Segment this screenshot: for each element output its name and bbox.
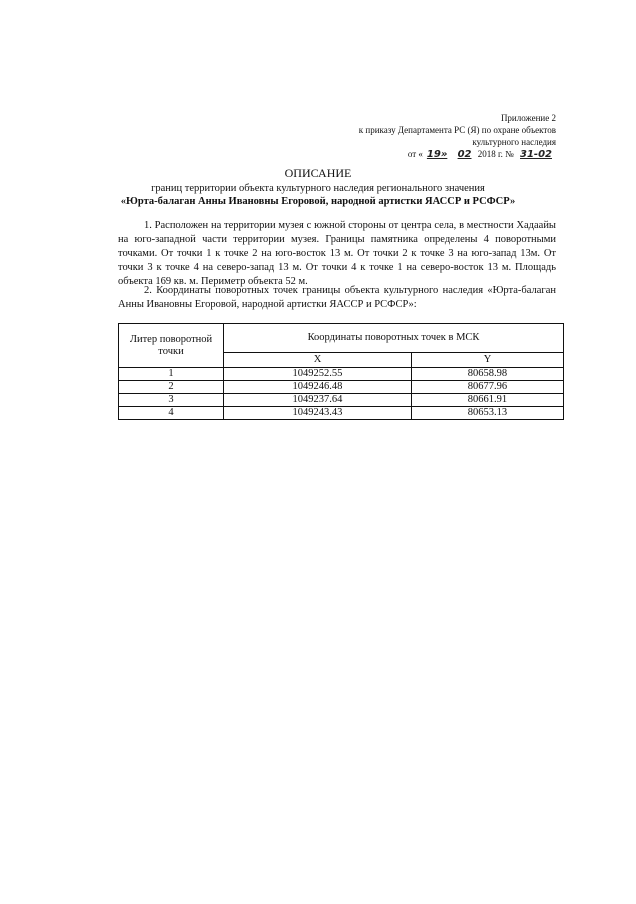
handwritten-month: 02 bbox=[457, 149, 472, 160]
point-y: 80677.96 bbox=[411, 381, 563, 394]
point-number: 3 bbox=[119, 394, 224, 407]
header-x: X bbox=[224, 353, 412, 368]
appendix-label: Приложение 2 bbox=[500, 113, 556, 123]
point-y: 80653.13 bbox=[411, 407, 563, 420]
table-row bbox=[119, 407, 564, 420]
point-y: 80661.91 bbox=[411, 394, 563, 407]
point-x: 1049252.55 bbox=[224, 368, 412, 381]
header-y: Y bbox=[411, 353, 563, 368]
appendix-header bbox=[359, 112, 556, 161]
header-liter: Литер поворотной точки bbox=[119, 324, 224, 368]
table-row bbox=[119, 368, 564, 381]
table-row bbox=[119, 394, 564, 407]
point-number: 1 bbox=[119, 368, 224, 381]
point-x: 1049243.43 bbox=[224, 407, 412, 420]
header-coords: Координаты поворотных точек в МСК bbox=[224, 324, 564, 353]
year-text: 2018 г. № bbox=[477, 149, 514, 159]
order-reference: к приказу Департамента РС (Я) по охране объектов bbox=[358, 125, 556, 135]
object-name: «Юрта-балаган Анны Ивановны Егоровой, народной артистки ЯАССР и РСФСР» bbox=[120, 196, 516, 207]
point-x: 1049246.48 bbox=[224, 381, 412, 394]
handwritten-day: 19» bbox=[426, 149, 448, 160]
paragraph-location: 1. Расположен на территории музея с южной стороны от центра села, в местности Хадаайы на юго-западной части территории музея. Границы памятника определены 4 поворотными точками. От точки 1 к точке 2 на юго-восток 13 м. От точки 2 к точке 3 на юго-запад 13м. От точки 3 к точке 4 на северо-запад 13 м. От точки 4 к точке 1 на северо-восток 13 м. Площадь объекта 169 кв. м. Периметр объекта 52 м. bbox=[118, 220, 556, 287]
point-number: 2 bbox=[119, 381, 224, 394]
table-row bbox=[119, 381, 564, 394]
date-prefix: от « bbox=[407, 149, 423, 159]
table-header-row bbox=[119, 324, 564, 353]
point-y: 80658.98 bbox=[411, 368, 563, 381]
coordinates-table bbox=[118, 323, 564, 420]
paragraph-coordinates: 2. Координаты поворотных точек границы объекта культурного наследия «Юрта-балаган Анны Ивановны Егоровой, народной артистки ЯАССР и РСФСР»: bbox=[118, 285, 556, 310]
order-date-line bbox=[359, 148, 556, 161]
point-x: 1049237.64 bbox=[224, 394, 412, 407]
point-number: 4 bbox=[119, 407, 224, 420]
document-title: ОПИСАНИЕ bbox=[284, 166, 352, 180]
order-reference-cont: культурного наследия bbox=[472, 137, 556, 147]
document-subtitle: границ территории объекта культурного наследия регионального значения bbox=[151, 183, 485, 194]
handwritten-number: 31-02 bbox=[520, 149, 552, 160]
